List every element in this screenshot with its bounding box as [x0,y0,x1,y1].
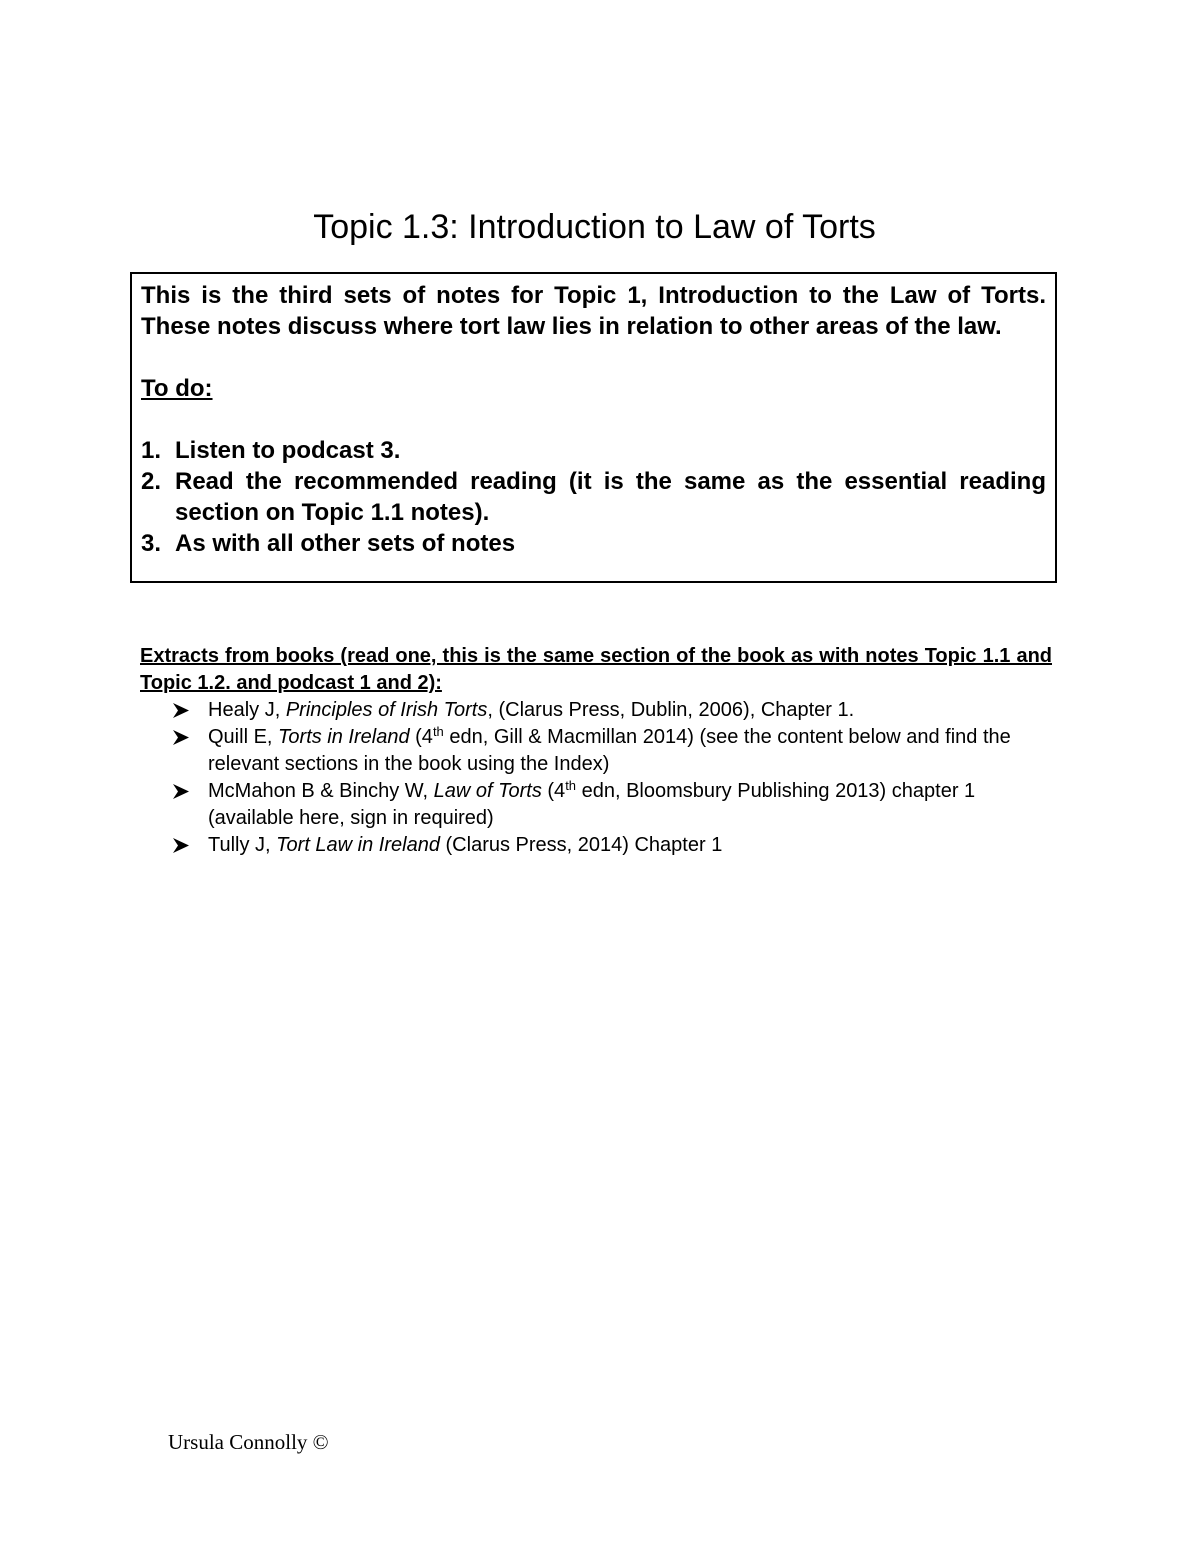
todo-item [141,435,1046,466]
arrowhead-bullet-icon [172,832,208,859]
extracts-heading: Extracts from books (read one, this is the same section of the book as with notes Topic 1.1 and Topic 1.2. and podcast 1 and 2): [140,645,1052,694]
intro-box [130,272,1057,583]
todo-text: As with all other sets of notes [175,530,516,557]
reference-item [140,697,1052,724]
reference-list [140,697,1052,859]
footer-copyright: Ursula Connolly © [168,1430,329,1454]
todo-heading: To do: [141,375,213,402]
arrowhead-bullet-icon [172,778,208,805]
extracts-section [140,643,1052,859]
reference-text: McMahon B & Binchy W, Law of Torts (4th edn, Bloomsbury Publishing 2013) chapter 1 (available here, sign in required) [208,778,976,829]
reference-text: Quill E, Torts in Ireland (4th edn, Gill & Macmillan 2014) (see the content below and find the relevant sections in the book using the Index) [208,724,1011,775]
reference-item [140,778,1052,832]
todo-list [141,435,1046,559]
reference-text: Healy J, Principles of Irish Torts, (Clarus Press, Dublin, 2006), Chapter 1. [208,699,855,721]
todo-number: 1. [141,437,162,464]
arrowhead-bullet-icon [172,697,208,724]
todo-item [141,466,1046,528]
reference-text: Tully J, Tort Law in Ireland (Clarus Press, 2014) Chapter 1 [208,834,723,856]
todo-number: 3. [141,530,162,557]
arrowhead-bullet-icon [172,724,208,751]
reference-item [140,724,1052,778]
todo-text: Listen to podcast 3. [175,437,401,464]
reference-item [140,832,1052,859]
todo-text: Read the recommended reading (it is the same as the essential reading section on Topic 1.1 notes). [175,468,1046,526]
intro-paragraph: This is the third sets of notes for Topic 1, Introduction to the Law of Torts. These notes discuss where tort law lies in relation to other areas of the law. [141,282,1046,340]
todo-item [141,528,1046,559]
todo-number: 2. [141,468,162,495]
page-title: Topic 1.3: Introduction to Law of Torts [313,208,876,246]
